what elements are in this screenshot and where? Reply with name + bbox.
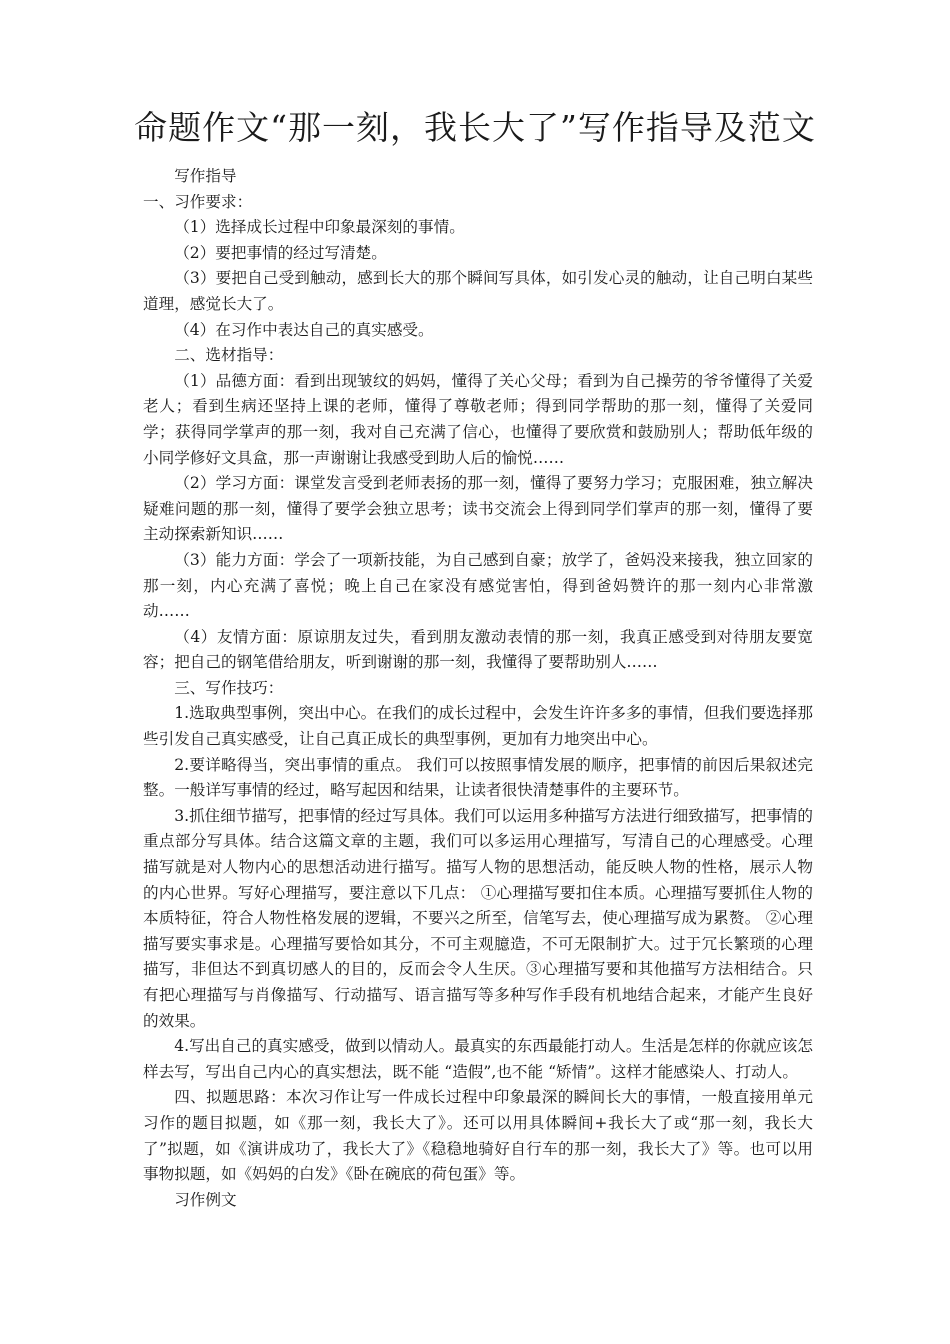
document-title: 命题作文“那一刻，我长大了”写作指导及范文 bbox=[134, 108, 816, 147]
paragraph-material-2: （2）学习方面：课堂发言受到老师表扬的那一刻，懂得了要努力学习；克服困难，独立解决疑难问题的那一刻，懂得了要学会独立思考；读书交流会上得到同学们掌声的那一刻，懂得了要主动探索新知识…… bbox=[143, 474, 813, 544]
paragraph-req-2: （2）要把事情的经过写清楚。 bbox=[174, 243, 387, 262]
paragraph-tip-1: 1.选取典型事例，突出中心。在我们的成长过程中，会发生许许多多的事情，但我们要选择那些引发自己真实感受，让自己真正成长的典型事例，更加有力地突出中心。 bbox=[143, 704, 813, 749]
document-body bbox=[143, 164, 813, 1213]
paragraph-guide-heading: 写作指导 bbox=[174, 167, 237, 185]
paragraph-material-4: （4）友情方面：原谅朋友过失，看到朋友激动表情的那一刻，我真正感受到对待朋友要宽容；把自己的钢笔借给朋友，听到谢谢的那一刻，我懂得了要帮助别人…… bbox=[143, 627, 813, 672]
paragraph-material-1: （1）品德方面：看到出现皱纹的妈妈，懂得了关心父母；看到为自己操劳的爷爷懂得了关爱老人；看到生病还坚持上课的老师，懂得了尊敬老师；得到同学帮助的那一刻，懂得了关爱同学；获得同学掌声的那一刻，我对自己充满了信心，也懂得了要欣赏和鼓励别人；帮助低年级的小同学修好文具盒，那一声谢谢让我感受到助人后的愉悦…… bbox=[143, 371, 813, 467]
paragraph-req-4: （4）在习作中表达自己的真实感受。 bbox=[174, 320, 434, 339]
paragraph-section-3-heading: 三、写作技巧： bbox=[174, 678, 284, 697]
paragraph-section-4: 四、拟题思路：本次习作让写一件成长过程中印象最深的瞬间长大的事情，一般直接用单元习作的题目拟题，如《那一刻，我长大了》。还可以用具体瞬间+我长大了或“那一刻，我长大了”拟题，如《演讲成功了，我长大了》《稳稳地骑好自行车的那一刻，我长大了》等。也可以用事物拟题，如《妈妈的白发》《卧在碗底的荷包蛋》等。 bbox=[143, 1088, 813, 1184]
paragraph-tip-3: 3.抓住细节描写，把事情的经过写具体。我们可以运用多种描写方法进行细致描写，把事情的重点部分写具体。结合这篇文章的主题，我们可以多运用心理描写，写清自己的心理感受。心理描写就是对人物内心的思想活动进行描写。描写人物的思想活动，能反映人物的性格，展示人物的内心世界。写好心理描写，要注意以下几点： ①心理描写要扣住本质。心理描写要抓住人物的本质特征，符合人物性格发展的逻辑，不要兴之所至，信笔写去，使心理描写成为累赘。 ②心理描写要实事求是。心理描写要恰如其分，不可主观臆造，不可无限制扩大。过于冗长繁琐的心理描写，非但达不到真切感人的目的，反而会令人生厌。③心理描写要和其他描写方法相结合。只有把心理描写与肖像描写、行动描写、语言描写等多种写作手段有机地结合起来，才能产生良好的效果。 bbox=[143, 806, 813, 1030]
paragraph-material-3: （3）能力方面：学会了一项新技能，为自己感到自豪；放学了，爸妈没来接我，独立回家的那一刻，内心充满了喜悦；晚上自己在家没有感觉害怕，得到爸妈赞许的那一刻内心非常激动…… bbox=[143, 550, 813, 621]
paragraph-req-1: （1）选择成长过程中印象最深刻的事情。 bbox=[174, 218, 465, 237]
paragraph-example-heading: 习作例文 bbox=[174, 1190, 237, 1209]
paragraph-section-1-heading: 一、习作要求： bbox=[143, 192, 253, 211]
paragraph-section-2-heading: 二、选材指导： bbox=[174, 346, 284, 365]
paragraph-req-3: （3）要把自己受到触动，感到长大的那个瞬间写具体，如引发心灵的触动，让自己明白某些道理，感觉长大了。 bbox=[143, 269, 813, 313]
paragraph-tip-4: 4.写出自己的真实感受，做到以情动人。最真实的东西最能打动人。生活是怎样的你就应该怎样去写，写出自己内心的真实想法，既不能 “造假”,也不能 “矫情”。这样才能感染人、打动人。 bbox=[143, 1037, 813, 1081]
paragraph-tip-2: 2.要详略得当，突出事情的重点。 我们可以按照事情发展的顺序，把事情的前因后果叙述完整。一般详写事情的经过，略写起因和结果，让读者很快清楚事件的主要环节。 bbox=[143, 755, 813, 800]
